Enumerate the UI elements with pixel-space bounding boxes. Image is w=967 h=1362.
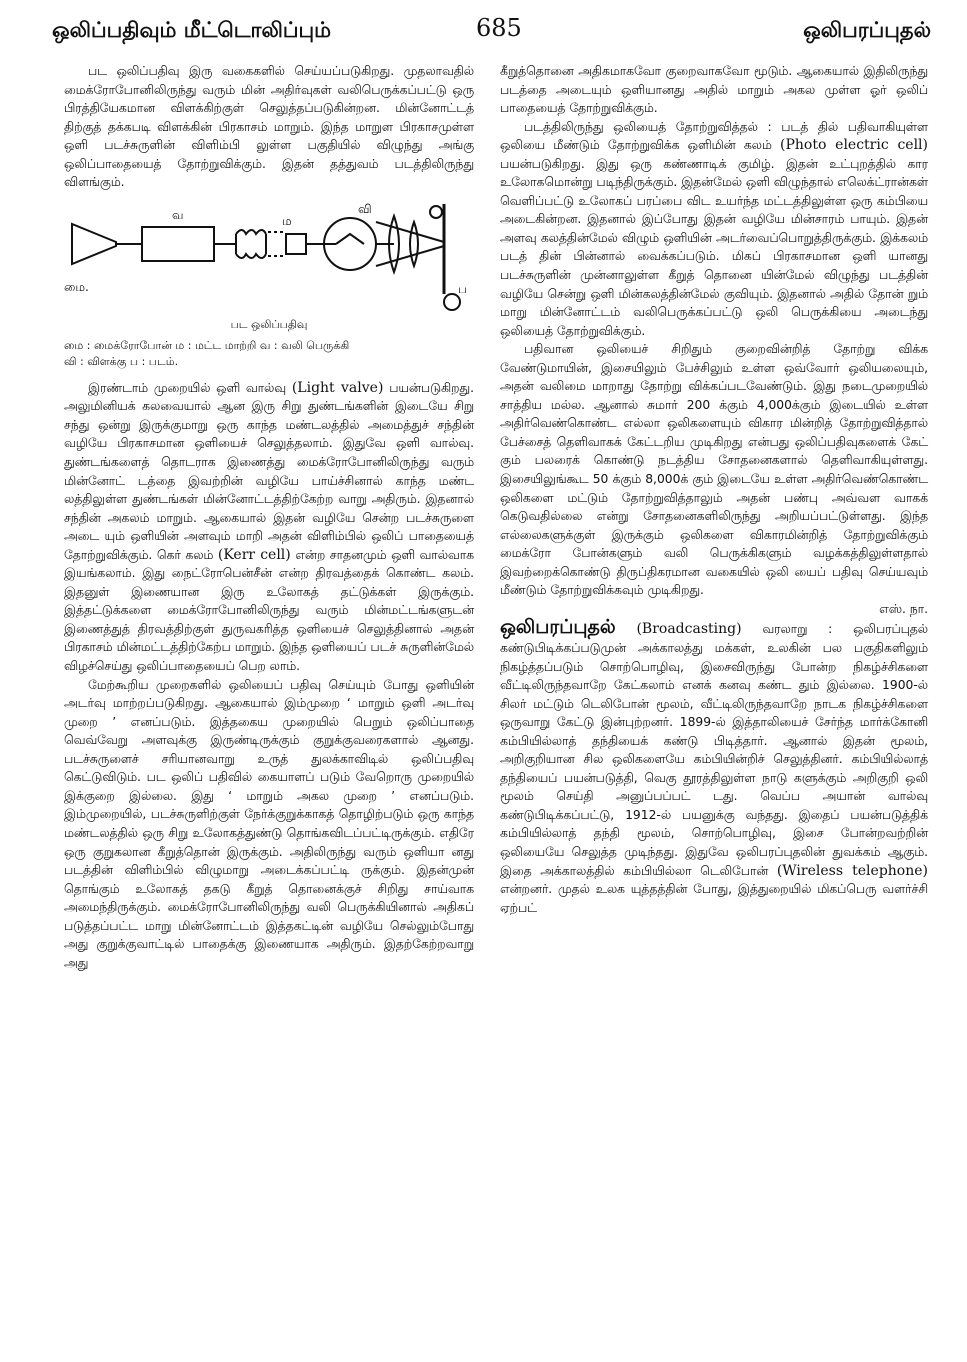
section-title-latin: (Broadcasting) bbox=[636, 621, 742, 638]
left-para-2-text-c: என்ற சாதனமும் ஒளி வால்வாக இயங்கலாம். இது நைட்ரோபென்சீன் என்ற திரவத்தைக் கொண்ட கலம். இதனுள் இணையான இரு உலோகத் தட்டுக்கள் இருக்கும். இத்தட்டுக்களை மைக்ரோபோனிலிருந்து வரும் மின்மட்டங்களுடன் இணைத்துத் திரவத்திற்குள் துருவகரித்த ஒளியைச் செலுத்தினால் அதன் பிரகாசம் மின்மட்டத்திற்கேற்ப மாறும். இந்த ஒளியைப் படச் சுருளின்மேல் விழச்செய்து ஒலிப்பாதையைப் பெற லாம். bbox=[64, 547, 474, 674]
term-light-valve: (Light valve) bbox=[291, 379, 384, 396]
figure-legend bbox=[64, 338, 474, 370]
left-column bbox=[64, 62, 474, 972]
right-para-2 bbox=[500, 118, 928, 341]
right-para-4-text-b: என்றனர். முதல் உலக யுத்தத்தின் போது, இத்துறையில் மிகப்பெரு வளர்ச்சி ஏற்பட் bbox=[500, 882, 928, 915]
left-para-1: பட ஒலிப்பதிவு இரு வகைகளில் செய்யப்படுகிறது. முதலாவதில் மைக்ரோபோனிலிருந்து வரும் மின் அதிர்வுகள் வலிபெருக்கப்பட்டு ஒரு பிரத்தியேகமான விளக்கிற்குள் செலுத்தப்படுகின்றன. மின்னோட்டத் திற்குத் தக்கபடி விளக்கின் பிரகாசம் மாறும். இந்த மாறுள பிரகாசமுள்ள ஒளி படச்சுருளின் விளிம்பி லுள்ள பகுதியில் விழுந்து அங்கு ஒலிப்பாதையைத் தோற்றுவிக்கும். இதன் தத்துவம் படத்திலிருந்து விளங்கும். bbox=[64, 64, 474, 190]
legend-line-1: மை : மைக்ரோபோன் ம : மட்ட மாற்றி வ : வலி பெருக்கி bbox=[64, 339, 350, 353]
left-para-3: மேற்கூறிய முறைகளில் ஒலியைப் பதிவு செய்யும் போது ஒளியின் அடர்வு மாற்றப்படுகிறது. ஆகையால் இம்முறை ‘ மாறும் ஒளி அடர்வு முறை ’ எனப்படும். இத்தகைய முறையில் பெறும் ஒலிப்பாதை வெவ்வேறு அளவுக்கு இருண்டிருக்கும் குறுக்குவரைகளால் ஆனது. படச்சுருளைச் சரியானவாறு உருத் துலக்காவிடில் ஒலிப்பதிவு கெட்டுவிடும். பட ஒலிப் பதிவில் கையாளப் படும் வேறொரு முறையில் இக்குறை இல்லை. இது ‘ மாறும் அகல முறை ’ எனப்படும். இம்முறையில், படச்சுருளிற்குள் நேர்க்குறுக்காகத் தொழிற்படும் ஒரு காந்த மண்டலத்தில் ஒரு சிறு உலோகத்துண்டு தொங்கவிடப்பட்டிருக்கும். எதிரே ஒரு குறுகலான கீறுத்தொன் இருக்கும். அதிலிருந்து வரும் ஒளியா னது படத்தின் விளிம்பில் விழுமாறு அடைக்கப்பட்டி ருக்கும். இதன்முன் தொங்கும் உலோகத் தகடு கீறுத் தொனைக்குச் சிறிது சாய்வாக அமைந்திருக்கும். மைக்ரோபோனிலிருந்து வலி பெருக்கியினால் அதிகப் படுத்தப்பட்ட மாறு மின்னோட்டம் இத்தகட்டின் வழியே செல்லும்போது அது குறுக்குவாட்டில் பாதைக்கு இணையாக அதிரும். இதற்கேற்றவாறு அது bbox=[64, 677, 474, 970]
lamp-filament bbox=[336, 234, 364, 244]
lens-2 bbox=[410, 222, 418, 266]
running-head-right: ஒலிபரப்புதல் bbox=[803, 18, 931, 42]
film-reel-top bbox=[430, 206, 442, 218]
left-para-2-text-b: பயன்படுகிறது. அலுமினியக் கலவையால் ஆன இரு சிறு துண்டங்களின் இடையே சிறு சந்து ஒன்று இருக்குமாறு ஒரு காந்த மண்டலத்தில் அமைத்துச் சந்தின் வழியே பிரகாசமான ஒளியைச் செலுத்தலாம். இதுவே ஒளி வால்வு. துண்டங்களைத் தொடராக இணைத்து மைக்ரோபோனிலிருந்து வரும் மின்னோட் டத்தை இவற்றின் வழியே பாய்ச்சினால் காந்த மண்ட லத்திலுள்ள துண்டங்கள் மின்னோட்டத்திற்கேற்ற வாறு அதிரும். இதனால் சந்தின் அகலம் மாறும். ஆகையால் இதன் வழியே சென்ற படச்சுருளை அடை யும் ஒளியின் அளவும் மாறி அதன் விளிம்பில் ஒலிப் பாதையைத் தோற்றுவிக்கும். கெர் கலம் bbox=[64, 380, 474, 562]
running-head-left: ஒலிப்பதிவும் மீட்டொலிப்பும் bbox=[52, 18, 331, 42]
right-para-4 bbox=[500, 618, 928, 917]
recording-diagram bbox=[64, 194, 474, 379]
figure-caption: பட ஒலிப்பதிவு bbox=[230, 317, 308, 331]
term-kerr-cell: (Kerr cell) bbox=[217, 546, 291, 563]
right-column bbox=[500, 62, 928, 917]
page-header bbox=[0, 14, 967, 54]
right-para-2-text-a: படத்திலிருந்து ஒலியைத் தோற்றுவித்தல் : படத் தில் பதிவாகியுள்ள ஒலியை மீண்டும் தோற்றுவிக்க ஒளிமின் கலம் bbox=[500, 119, 928, 153]
microphone-horn bbox=[72, 224, 116, 264]
section-title: ஒலிபரப்புதல் bbox=[500, 616, 616, 639]
author-signature: எஸ். நா. bbox=[879, 601, 928, 616]
left-para-2 bbox=[64, 379, 474, 676]
label-film: ப bbox=[458, 281, 467, 296]
right-para-2-text-b: பயன்படுகிறது. இது ஒரு கண்ணாடிக் குமிழ். இதன் உட்புறத்தில் கார உலோகமொன்று படிந்திருக்கும். இதன்மேல் ஒளி விழுந்தால் எலெக்ட்ரான்கள் வெளிப்பட்டு உலோகப் பரப்பை விட உயர்ந்த மட்டத்திலுள்ள ஒரு கம்பியை அடைகின்றன. இதனால் இப்போது இதன் வழியே மின்சாரம் பாயும். இதன் அளவு கலத்தின்மேல் விழும் ஒளியின் அடர்வைப்பொறுத்திருக்கும். இக்கலம் படத் தின் பின்னால் வைக்கப்படும். மிகப் பிரகாசமான ஒளி யானது படச்சுருளின் முன்னாலுள்ள கீறுத் தொனை யின்மேல் விழுந்து படத்தின் வழியே சென்று ஒளி மின்கலத்தின்மேல் குவியும். இதனால் அதில் தோன் றும் மாறு மின்னோட்டம் வலிபெருக்கப்பட்டு ஒலி பெருக்கியை அடைந்து ஒலியைத் தோற்றுவிக்கும். bbox=[500, 156, 928, 338]
term-photo-electric-cell: (Photo electric cell) bbox=[780, 137, 928, 154]
left-para-2-text-a: இரண்டாம் முறையில் ஒளி வால்வு bbox=[88, 380, 292, 395]
page-number: 685 bbox=[476, 14, 522, 42]
label-amplifier: வ bbox=[172, 207, 184, 222]
legend-line-2: வி : விளக்கு ப : படம். bbox=[64, 355, 179, 369]
label-lamp: வி bbox=[358, 201, 372, 216]
label-microphone: மை. bbox=[64, 279, 89, 294]
right-para-3: பதிவான ஒலியைச் சிறிதும் குறைவின்றித் தோற்று விக்க வேண்டுமாயின், இசையிலும் பேச்சிலும் உள்ள ஒவ்வோர் ஒலியலையும், அதன் வலிமை மாறாது தோற்று விக்கப்படவேண்டும். இது நடைமுறையில் சாத்திய மல்ல. ஆனால் சுமார் 200 க்கும் 4,000க்கும் இடையில் உள்ள அதிர்வெண்கொண்ட எல்லா ஒலிகளையும் விகார மின்றித் தோற்றுவித்தால் பேச்சைத் தெளிவாகக் கேட்டறிய முடிகிறது என்பது ஒலிப்பதிவுகளைக் கேட் கும் பலரைக் கொண்டு நடத்திய சோதனைகளால் தெளிவாகியுள்ளது. இசையிலுங்கூட 50 க்கும் 8,000க் கும் இடையே உள்ள அதிர்வெண்கொண்ட ஒலிகளை மட்டும் தோற்றுவித்தாலும் அதன் பண்பு அவ்வள வாகக் கெடுவதில்லை என்று சோதனைகளிலிருந்து அறியப்பட்டுள்ளது. இந்த எல்லைகளுக்குள் இருக்கும் ஒலிகளை விகாரமின்றித் தோற்றுவிக்கும் மைக்ரோ போன்களும் வலி பெருக்கிகளும் வழக்கத்திலுள்ளதால் இவற்றைக்கொண்டு திருப்திகரமான வகையில் ஒலி யைப் பதிவு செய்யவும் மீண்டும் தோற்றுவிக்கவும் முடிகிறது. bbox=[500, 342, 928, 598]
section-title-tail: வரலாறு : bbox=[741, 622, 833, 637]
modulator-coil bbox=[236, 230, 266, 258]
term-wireless-telephone: (Wireless telephone) bbox=[776, 862, 928, 879]
right-para-4-text-a: ஒலிபரப்புதல் கண்டுபிடிக்கப்படுமுன் அக்காலத்து மக்கள், உலகின் பல பகுதிகளிலும் நிகழ்த்தப்படும் சொற்பொழிவு, இசைவிருந்து போன்ற நிகழ்ச்சிகளை வீட்டிலிருந்தவாறே கேட்கலாம் எனக் கனவு கண்ட தும் இல்லை. 1900-ல் சிலர் மட்டும் டெலிபோன் மூலம், வீட்டிலிருந்தவாறே நாடக நிகழ்ச்சிகளை ஒருவாறு கேட்டு இன்புற்றனர். 1899-ல் இத்தாலியைச் சேர்ந்த மார்க்கோனி கம்பியில்லாத் தந்தியைக் கண்டு பிடித்தார். ஆனால் இதன் மூலம், அறிகுறியான சில ஒலிகளையே கம்பியின்றிச் செலுத்தினர். கம்பியில்லாத் தந்தியைப் பயன்படுத்தி, வெகு தூரத்திலுள்ள நாடு களுக்கும் அறிகுறி ஒலி மூலம் செய்தி அனுப்பப்பட் டது. வெப்ப அயான் வால்வு கண்டுபிடிக்கப்பட்டு, 1912-ல் பயனுக்கு வந்தது. இதைப் பயன்படுத்திக் கம்பியில்லாத் தந்தி மூலம், சொற்பொழிவு, இசை போன்றவற்றின் ஒலியையே செலுத்த முடிந்தது. இதுவே ஒலிபரப்புதலின் துவக்கம் ஆகும். இதை அக்காலத்தில் கம்பியில்லா டெலிபோன் bbox=[500, 622, 928, 878]
label-modulator: ம bbox=[282, 213, 292, 228]
right-para-1: கீறுத்தொனை அதிகமாகவோ குறைவாகவோ மூடும். ஆகையால் இதிலிருந்து படத்தை அடையும் ஒளியானது அதில் மாறும் அகல முள்ள ஓர் ஒலிப் பாதையைத் தோற்றுவிக்கும். bbox=[500, 64, 928, 116]
amplifier-box bbox=[142, 227, 214, 261]
